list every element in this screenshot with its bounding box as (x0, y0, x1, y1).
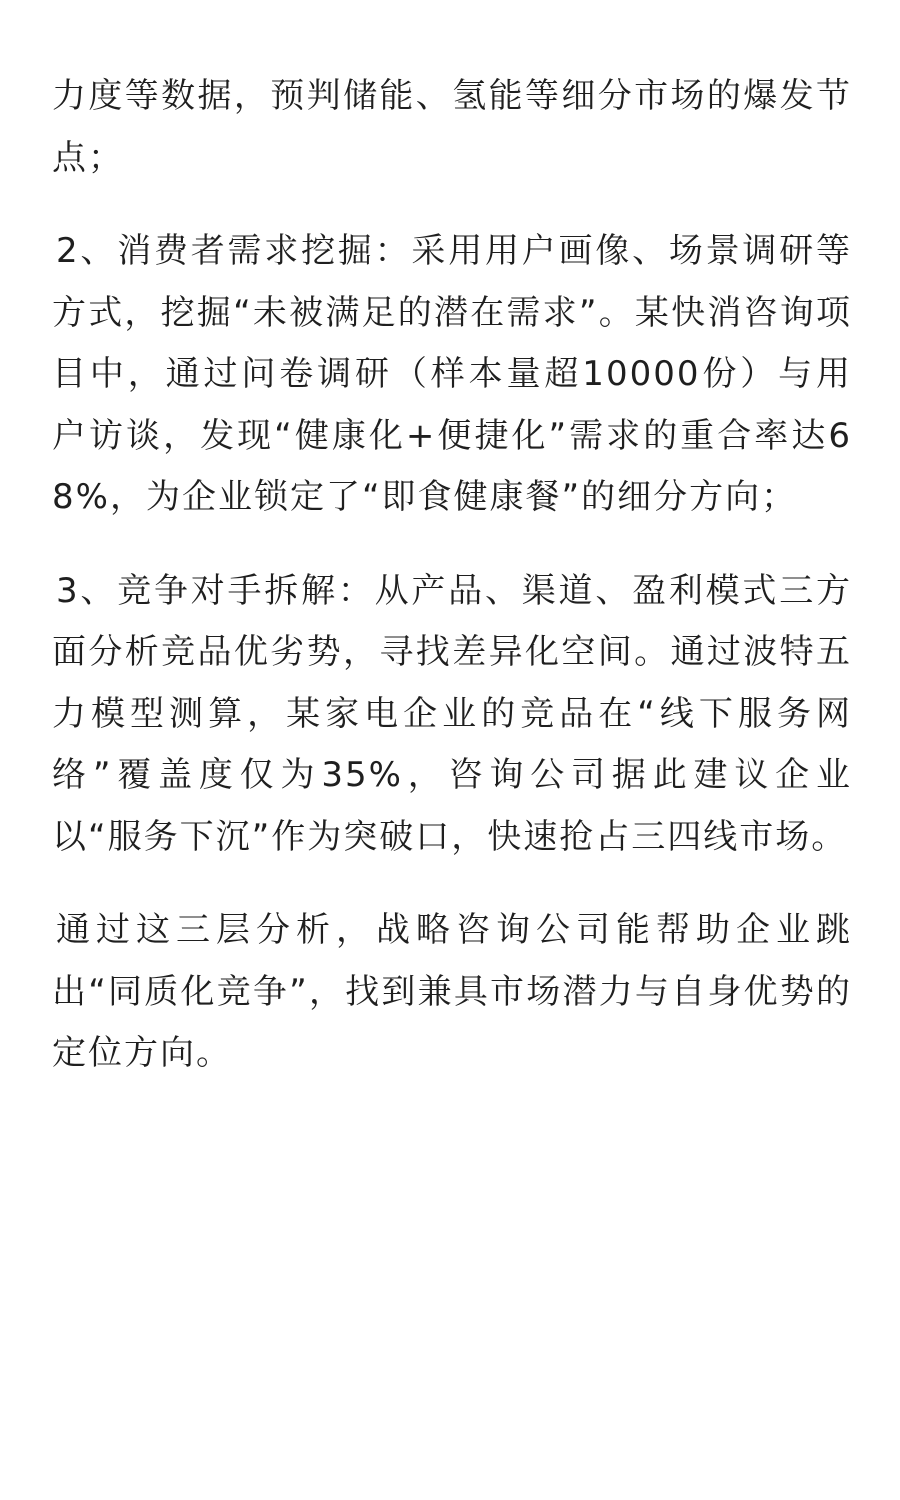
article-body (52, 66, 852, 1085)
paragraph-market-forecast: 力度等数据，预判储能、氢能等细分市场的爆发节点； (52, 76, 852, 178)
paragraph-consumer-demand: 2、消费者需求挖掘：采用用户画像、场景调研等方式，挖掘“未被满足的潜在需求”。某快消咨询项目中，通过问卷调研（样本量超10000份）与用户访谈，发现“健康化+便捷化”需求的重合率达68%，为企业锁定了“即食健康餐”的细分方向； (52, 231, 852, 517)
paragraph-competitor-analysis: 3、竞争对手拆解：从产品、渠道、盈利模式三方面分析竞品优劣势，寻找差异化空间。通过波特五力模型测算，某家电企业的竞品在“线下服务网络”覆盖度仅为35%，咨询公司据此建议企业以“服务下沉”作为突破口，快速抢占三四线市场。 (52, 570, 852, 857)
paragraph-conclusion: 通过这三层分析，战略咨询公司能帮助企业跳出“同质化竞争”，找到兼具市场潜力与自身优势的定位方向。 (52, 910, 852, 1073)
